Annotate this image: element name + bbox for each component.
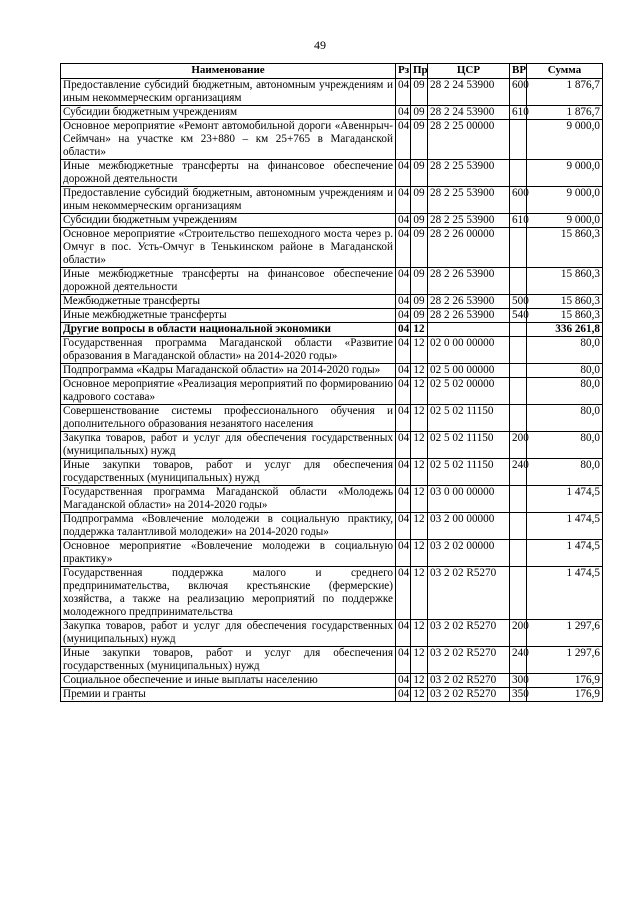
row-name-cell: Иные закупки товаров, работ и услуг для обеспечения государственных (муниципальных) нужд xyxy=(61,459,396,486)
table-row xyxy=(61,228,603,268)
row-sum-cell: 1 474,5 xyxy=(527,486,603,513)
row-rz-cell: 04 xyxy=(396,378,411,405)
row-csr-cell xyxy=(428,323,510,337)
row-csr-cell: 03 0 00 00000 xyxy=(428,486,510,513)
table-row xyxy=(61,323,603,337)
table-row xyxy=(61,160,603,187)
row-rz-cell: 04 xyxy=(396,486,411,513)
table-row xyxy=(61,309,603,323)
row-sum-cell: 1 297,6 xyxy=(527,647,603,674)
table-row xyxy=(61,120,603,160)
row-rz-cell: 04 xyxy=(396,647,411,674)
row-csr-cell: 03 2 02 R5270 xyxy=(428,647,510,674)
row-rz-cell: 04 xyxy=(396,79,411,106)
table-row xyxy=(61,459,603,486)
row-sum-cell: 80,0 xyxy=(527,459,603,486)
row-rz-cell: 04 xyxy=(396,295,411,309)
table-row xyxy=(61,688,603,702)
row-rz-cell: 04 xyxy=(396,323,411,337)
row-pr-cell: 12 xyxy=(411,486,428,513)
header-csr: ЦСР xyxy=(428,64,510,79)
row-rz-cell: 04 xyxy=(396,160,411,187)
row-rz-cell: 04 xyxy=(396,513,411,540)
row-sum-cell: 1 876,7 xyxy=(527,106,603,120)
row-rz-cell: 04 xyxy=(396,106,411,120)
row-pr-cell: 12 xyxy=(411,364,428,378)
row-sum-cell: 80,0 xyxy=(527,364,603,378)
table-row xyxy=(61,79,603,106)
row-pr-cell: 12 xyxy=(411,513,428,540)
row-name-cell: Основное мероприятие «Строительство пешеходного моста через р. Омчуг в пос. Усть-Омчуг в Тенькинском районе в Магаданской области» xyxy=(61,228,396,268)
row-vr-cell xyxy=(510,160,527,187)
row-vr-cell: 500 xyxy=(510,295,527,309)
row-name-cell: Субсидии бюджетным учреждениям xyxy=(61,106,396,120)
row-name-cell: Основное мероприятие «Вовлечение молодежи в социальную практику» xyxy=(61,540,396,567)
row-pr-cell: 12 xyxy=(411,567,428,620)
row-vr-cell xyxy=(510,486,527,513)
table-row xyxy=(61,432,603,459)
row-csr-cell: 02 5 02 11150 xyxy=(428,405,510,432)
row-sum-cell: 80,0 xyxy=(527,432,603,459)
table-row xyxy=(61,647,603,674)
table-row xyxy=(61,567,603,620)
row-name-cell: Предоставление субсидий бюджетным, автономным учреждениям и иным некоммерческим организациям xyxy=(61,187,396,214)
table-row xyxy=(61,295,603,309)
budget-table xyxy=(60,63,603,702)
table-row xyxy=(61,187,603,214)
row-vr-cell xyxy=(510,337,527,364)
row-rz-cell: 04 xyxy=(396,309,411,323)
row-vr-cell: 610 xyxy=(510,214,527,228)
row-sum-cell: 9 000,0 xyxy=(527,160,603,187)
row-sum-cell: 15 860,3 xyxy=(527,309,603,323)
row-vr-cell: 540 xyxy=(510,309,527,323)
row-name-cell: Государственная программа Магаданской области «Молодежь Магаданской области» на 2014-2020 годы» xyxy=(61,486,396,513)
row-pr-cell: 09 xyxy=(411,106,428,120)
row-sum-cell: 1 474,5 xyxy=(527,513,603,540)
row-sum-cell: 336 261,8 xyxy=(527,323,603,337)
row-name-cell: Иные закупки товаров, работ и услуг для обеспечения государственных (муниципальных) нужд xyxy=(61,647,396,674)
row-rz-cell: 04 xyxy=(396,268,411,295)
row-name-cell: Социальное обеспечение и иные выплаты населению xyxy=(61,674,396,688)
row-sum-cell: 9 000,0 xyxy=(527,120,603,160)
row-name-cell: Совершенствование системы профессионального обучения и дополнительного образования незанятого населения xyxy=(61,405,396,432)
row-csr-cell: 28 2 26 00000 xyxy=(428,228,510,268)
row-vr-cell: 300 xyxy=(510,674,527,688)
table-row xyxy=(61,513,603,540)
row-name-cell: Основное мероприятие «Ремонт автомобильной дороги «Авеннрыч-Сеймчан» на участке км 23+880 – км 25+765 в Магаданской области» xyxy=(61,120,396,160)
row-pr-cell: 12 xyxy=(411,459,428,486)
row-name-cell: Государственная поддержка малого и среднего предпринимательства, включая крестьянские (фермерские) хозяйства, а также на реализацию мероприятий по поддержке молодежного предпринимательства xyxy=(61,567,396,620)
row-pr-cell: 12 xyxy=(411,337,428,364)
row-csr-cell: 02 5 02 11150 xyxy=(428,459,510,486)
header-pr: Пр xyxy=(411,64,428,79)
table-row xyxy=(61,405,603,432)
table-row xyxy=(61,106,603,120)
row-name-cell: Субсидии бюджетным учреждениям xyxy=(61,214,396,228)
row-name-cell: Государственная программа Магаданской области «Развитие образования в Магаданской области» на 2014-2020 годы» xyxy=(61,337,396,364)
row-vr-cell xyxy=(510,228,527,268)
row-csr-cell: 28 2 25 53900 xyxy=(428,214,510,228)
row-name-cell: Иные межбюджетные трансферты на финансовое обеспечение дорожной деятельности xyxy=(61,268,396,295)
row-sum-cell: 80,0 xyxy=(527,378,603,405)
row-sum-cell: 80,0 xyxy=(527,337,603,364)
row-vr-cell: 240 xyxy=(510,459,527,486)
row-pr-cell: 12 xyxy=(411,323,428,337)
row-vr-cell: 600 xyxy=(510,79,527,106)
table-row xyxy=(61,486,603,513)
row-csr-cell: 03 2 02 R5270 xyxy=(428,674,510,688)
row-pr-cell: 09 xyxy=(411,295,428,309)
row-sum-cell: 15 860,3 xyxy=(527,228,603,268)
row-rz-cell: 04 xyxy=(396,540,411,567)
row-vr-cell xyxy=(510,567,527,620)
table-row xyxy=(61,268,603,295)
row-rz-cell: 04 xyxy=(396,120,411,160)
row-name-cell: Подпрограмма «Кадры Магаданской области» на 2014-2020 годы» xyxy=(61,364,396,378)
row-sum-cell: 9 000,0 xyxy=(527,214,603,228)
row-pr-cell: 12 xyxy=(411,405,428,432)
row-rz-cell: 04 xyxy=(396,228,411,268)
row-vr-cell xyxy=(510,540,527,567)
row-csr-cell: 28 2 24 53900 xyxy=(428,106,510,120)
row-csr-cell: 02 5 02 11150 xyxy=(428,432,510,459)
row-rz-cell: 04 xyxy=(396,405,411,432)
row-csr-cell: 28 2 26 53900 xyxy=(428,309,510,323)
row-csr-cell: 28 2 26 53900 xyxy=(428,268,510,295)
table-row xyxy=(61,378,603,405)
row-csr-cell: 03 2 02 R5270 xyxy=(428,688,510,702)
row-vr-cell: 350 xyxy=(510,688,527,702)
row-rz-cell: 04 xyxy=(396,688,411,702)
row-name-cell: Предоставление субсидий бюджетным, автономным учреждениям и иным некоммерческим организациям xyxy=(61,79,396,106)
row-rz-cell: 04 xyxy=(396,567,411,620)
row-sum-cell: 1 474,5 xyxy=(527,567,603,620)
row-csr-cell: 28 2 25 00000 xyxy=(428,120,510,160)
table-row xyxy=(61,214,603,228)
row-vr-cell xyxy=(510,268,527,295)
row-pr-cell: 12 xyxy=(411,620,428,647)
row-name-cell: Иные межбюджетные трансферты xyxy=(61,309,396,323)
row-vr-cell xyxy=(510,513,527,540)
row-rz-cell: 04 xyxy=(396,432,411,459)
row-csr-cell: 02 0 00 00000 xyxy=(428,337,510,364)
row-pr-cell: 09 xyxy=(411,228,428,268)
row-name-cell: Иные межбюджетные трансферты на финансовое обеспечение дорожной деятельности xyxy=(61,160,396,187)
row-name-cell: Другие вопросы в области национальной экономики xyxy=(61,323,396,337)
row-csr-cell: 03 2 00 00000 xyxy=(428,513,510,540)
header-name: Наименование xyxy=(61,64,396,79)
row-vr-cell: 600 xyxy=(510,187,527,214)
row-pr-cell: 09 xyxy=(411,187,428,214)
row-vr-cell xyxy=(510,405,527,432)
row-rz-cell: 04 xyxy=(396,459,411,486)
header-vr: ВР xyxy=(510,64,527,79)
row-csr-cell: 02 5 02 00000 xyxy=(428,378,510,405)
row-csr-cell: 28 2 25 53900 xyxy=(428,187,510,214)
row-sum-cell: 176,9 xyxy=(527,688,603,702)
row-rz-cell: 04 xyxy=(396,674,411,688)
row-name-cell: Премии и гранты xyxy=(61,688,396,702)
row-vr-cell xyxy=(510,120,527,160)
row-sum-cell: 80,0 xyxy=(527,405,603,432)
row-vr-cell: 200 xyxy=(510,620,527,647)
row-pr-cell: 12 xyxy=(411,674,428,688)
header-sum: Сумма xyxy=(527,64,603,79)
row-csr-cell: 03 2 02 R5270 xyxy=(428,567,510,620)
row-pr-cell: 12 xyxy=(411,540,428,567)
row-rz-cell: 04 xyxy=(396,337,411,364)
row-pr-cell: 12 xyxy=(411,378,428,405)
row-sum-cell: 15 860,3 xyxy=(527,295,603,309)
row-pr-cell: 09 xyxy=(411,309,428,323)
row-vr-cell: 610 xyxy=(510,106,527,120)
row-vr-cell xyxy=(510,378,527,405)
page-number: 49 xyxy=(314,38,326,52)
table-header-row xyxy=(61,64,603,79)
row-pr-cell: 09 xyxy=(411,120,428,160)
row-sum-cell: 1 474,5 xyxy=(527,540,603,567)
row-pr-cell: 09 xyxy=(411,214,428,228)
row-csr-cell: 28 2 26 53900 xyxy=(428,295,510,309)
row-rz-cell: 04 xyxy=(396,364,411,378)
row-csr-cell: 28 2 24 53900 xyxy=(428,79,510,106)
row-pr-cell: 12 xyxy=(411,688,428,702)
row-rz-cell: 04 xyxy=(396,214,411,228)
table-row xyxy=(61,620,603,647)
table-row xyxy=(61,364,603,378)
row-pr-cell: 12 xyxy=(411,647,428,674)
row-sum-cell: 15 860,3 xyxy=(527,268,603,295)
row-vr-cell: 200 xyxy=(510,432,527,459)
row-sum-cell: 1 876,7 xyxy=(527,79,603,106)
row-sum-cell: 1 297,6 xyxy=(527,620,603,647)
row-rz-cell: 04 xyxy=(396,620,411,647)
row-name-cell: Закупка товаров, работ и услуг для обеспечения государственных (муниципальных) нужд xyxy=(61,432,396,459)
row-vr-cell: 240 xyxy=(510,647,527,674)
row-csr-cell: 02 5 00 00000 xyxy=(428,364,510,378)
row-pr-cell: 09 xyxy=(411,268,428,295)
row-sum-cell: 9 000,0 xyxy=(527,187,603,214)
row-name-cell: Закупка товаров, работ и услуг для обеспечения государственных (муниципальных) нужд xyxy=(61,620,396,647)
row-pr-cell: 09 xyxy=(411,79,428,106)
table-row xyxy=(61,337,603,364)
row-name-cell: Межбюджетные трансферты xyxy=(61,295,396,309)
row-rz-cell: 04 xyxy=(396,187,411,214)
row-csr-cell: 28 2 25 53900 xyxy=(428,160,510,187)
row-csr-cell: 03 2 02 00000 xyxy=(428,540,510,567)
table-row xyxy=(61,674,603,688)
header-rz: Рз xyxy=(396,64,411,79)
row-name-cell: Подпрограмма «Вовлечение молодежи в социальную практику, поддержка талантливой молодежи» на 2014-2020 годы» xyxy=(61,513,396,540)
row-vr-cell xyxy=(510,323,527,337)
row-sum-cell: 176,9 xyxy=(527,674,603,688)
row-vr-cell xyxy=(510,364,527,378)
row-csr-cell: 03 2 02 R5270 xyxy=(428,620,510,647)
table-row xyxy=(61,540,603,567)
row-pr-cell: 09 xyxy=(411,160,428,187)
row-name-cell: Основное мероприятие «Реализация мероприятий по формированию кадрового состава» xyxy=(61,378,396,405)
row-pr-cell: 12 xyxy=(411,432,428,459)
